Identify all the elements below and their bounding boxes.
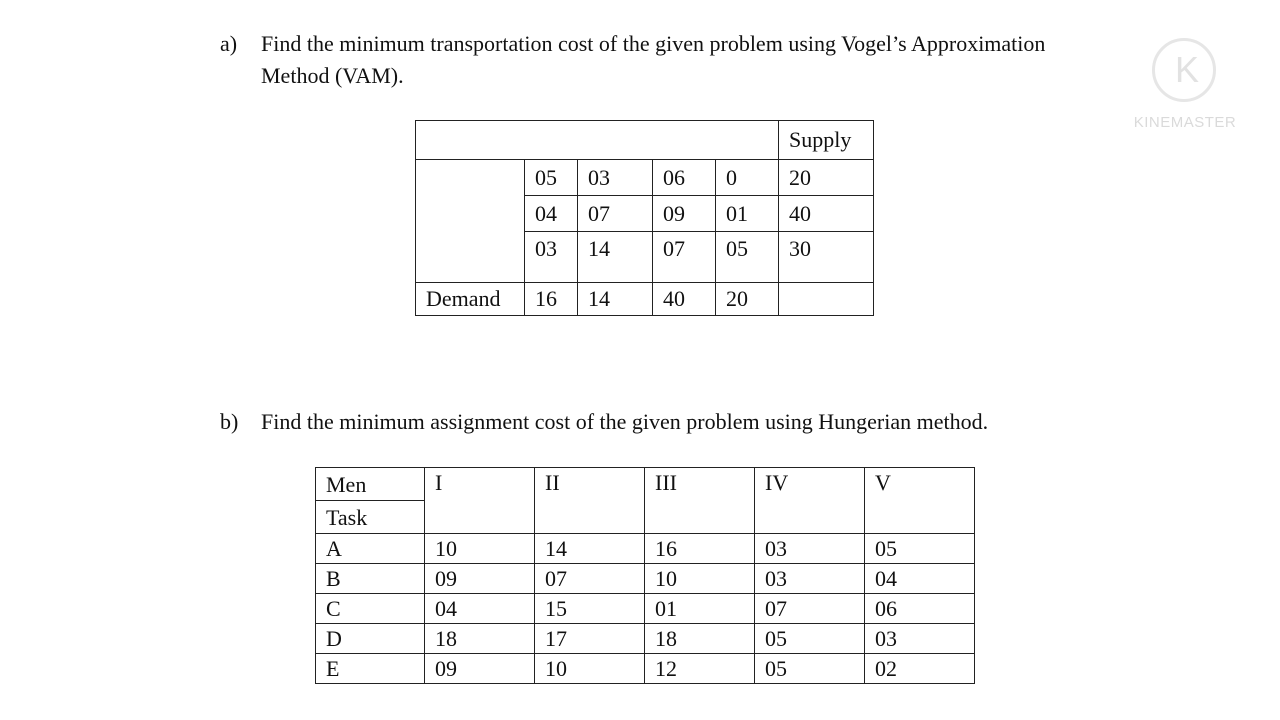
cost-cell: 09 (425, 654, 535, 684)
question-a-text-line2: Method (VAM). (261, 63, 404, 88)
cost-cell: 02 (865, 654, 975, 684)
table-row (316, 534, 975, 564)
cost-cell: 03 (525, 232, 578, 283)
cost-cell: 04 (525, 196, 578, 232)
demand-cell: 20 (716, 283, 779, 316)
cost-cell: 12 (645, 654, 755, 684)
cost-cell: 03 (755, 534, 865, 564)
question-b (220, 406, 1180, 438)
question-a (220, 28, 1180, 92)
cost-cell: 09 (653, 196, 716, 232)
cost-cell: 05 (755, 624, 865, 654)
cost-cell: 18 (645, 624, 755, 654)
supply-cell: 30 (779, 232, 874, 283)
cost-cell: 16 (645, 534, 755, 564)
task-cell: E (316, 654, 425, 684)
cost-cell: 03 (755, 564, 865, 594)
question-a-label: a) (220, 31, 238, 56)
transportation-table (415, 120, 874, 316)
table-row (316, 594, 975, 624)
cost-cell: 17 (535, 624, 645, 654)
kinemaster-watermark (1128, 38, 1242, 138)
question-b-text: Find the minimum assignment cost of the given problem using Hungerian method. (261, 409, 989, 434)
kinemaster-watermark-text: KINEMASTER (1133, 114, 1237, 131)
table-header-row (416, 121, 874, 160)
supply-cell: 40 (779, 196, 874, 232)
task-cell: B (316, 564, 425, 594)
question-b-label: b) (220, 409, 239, 434)
cost-cell: 05 (865, 534, 975, 564)
cost-cell: 07 (535, 564, 645, 594)
cost-cell: 05 (716, 232, 779, 283)
cost-cell: 14 (535, 534, 645, 564)
cost-cell: 05 (525, 160, 578, 196)
cost-cell: 01 (716, 196, 779, 232)
cost-cell: 06 (653, 160, 716, 196)
cost-cell: 09 (425, 564, 535, 594)
table-row (316, 654, 975, 684)
cost-cell: 01 (645, 594, 755, 624)
demand-label: Demand (416, 283, 525, 316)
kinemaster-logo-icon (1152, 38, 1216, 102)
supply-cell: 20 (779, 160, 874, 196)
cost-cell: 15 (535, 594, 645, 624)
table-row (316, 564, 975, 594)
demand-cell: 14 (578, 283, 653, 316)
demand-cell: 16 (525, 283, 578, 316)
task-cell: A (316, 534, 425, 564)
supply-header: Supply (779, 121, 874, 160)
men-header-cell: III (645, 468, 755, 534)
cost-cell: 05 (755, 654, 865, 684)
cost-cell: 07 (755, 594, 865, 624)
cost-cell: 14 (578, 232, 653, 283)
row-label-blank-cell (416, 160, 525, 283)
cost-cell: 10 (425, 534, 535, 564)
task-cell: D (316, 624, 425, 654)
kinemaster-logo-letter: K (1174, 49, 1199, 90)
men-header-cell: V (865, 468, 975, 534)
task-cell: C (316, 594, 425, 624)
cost-cell: 10 (535, 654, 645, 684)
assignment-table (315, 467, 975, 684)
header-blank-cell (416, 121, 779, 160)
cost-cell: 03 (578, 160, 653, 196)
men-header-row (316, 468, 975, 501)
demand-cell: 40 (653, 283, 716, 316)
cost-cell: 0 (716, 160, 779, 196)
demand-blank-cell (779, 283, 874, 316)
cost-cell: 06 (865, 594, 975, 624)
table-row (416, 160, 874, 196)
table-row (316, 624, 975, 654)
cost-cell: 07 (653, 232, 716, 283)
cost-cell: 03 (865, 624, 975, 654)
men-header-cell: II (535, 468, 645, 534)
cost-cell: 07 (578, 196, 653, 232)
cost-cell: 04 (865, 564, 975, 594)
task-label: Task (316, 501, 425, 534)
men-header-cell: I (425, 468, 535, 534)
men-label: Men (316, 468, 425, 501)
question-a-text-line1: Find the minimum transportation cost of the given problem using Vogel’s Approximation (261, 31, 1046, 56)
cost-cell: 04 (425, 594, 535, 624)
cost-cell: 10 (645, 564, 755, 594)
men-header-cell: IV (755, 468, 865, 534)
demand-row (416, 283, 874, 316)
cost-cell: 18 (425, 624, 535, 654)
